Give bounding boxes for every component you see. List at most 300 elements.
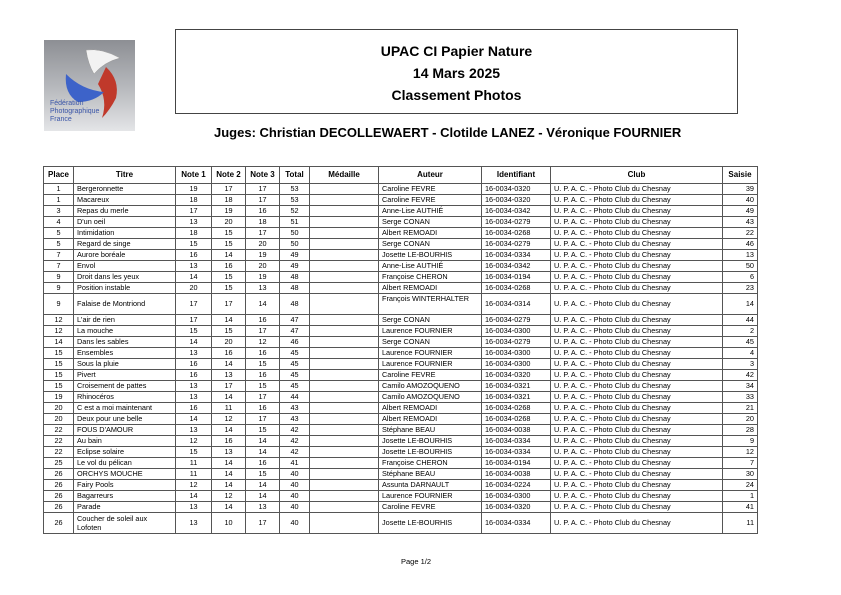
cell-club: U. P. A. C. - Photo Club du Chesnay [551, 326, 723, 337]
cell-note2: 14 [212, 250, 246, 261]
cell-saisie: 7 [723, 458, 758, 469]
cell-note2: 14 [212, 359, 246, 370]
cell-note3: 15 [246, 359, 280, 370]
cell-note2: 17 [212, 294, 246, 315]
cell-place: 9 [44, 283, 74, 294]
cell-club: U. P. A. C. - Photo Club du Chesnay [551, 206, 723, 217]
cell-place: 14 [44, 337, 74, 348]
cell-note3: 14 [246, 436, 280, 447]
cell-identifiant: 16-0034-0320 [482, 184, 551, 195]
cell-note2: 10 [212, 513, 246, 534]
cell-saisie: 20 [723, 414, 758, 425]
cell-club: U. P. A. C. - Photo Club du Chesnay [551, 381, 723, 392]
cell-club: U. P. A. C. - Photo Club du Chesnay [551, 403, 723, 414]
cell-auteur: Laurence FOURNIER [379, 326, 482, 337]
cell-auteur: Anne-Lise AUTHIÉ [379, 206, 482, 217]
cell-total: 49 [280, 261, 310, 272]
table-row [44, 261, 758, 272]
cell-note3: 14 [246, 491, 280, 502]
cell-note1: 13 [176, 513, 212, 534]
cell-identifiant: 16-0034-0334 [482, 436, 551, 447]
cell-identifiant: 16-0034-0334 [482, 447, 551, 458]
cell-note2: 15 [212, 283, 246, 294]
cell-titre: ORCHYS MOUCHE [74, 469, 176, 480]
cell-medaille [310, 228, 379, 239]
cell-club: U. P. A. C. - Photo Club du Chesnay [551, 261, 723, 272]
document-title: UPAC CI Papier Nature [380, 43, 533, 59]
cell-total: 42 [280, 447, 310, 458]
cell-place: 26 [44, 480, 74, 491]
cell-note1: 13 [176, 392, 212, 403]
cell-identifiant: 16-0034-0038 [482, 469, 551, 480]
cell-titre: Pivert [74, 370, 176, 381]
cell-note1: 14 [176, 337, 212, 348]
cell-auteur: Caroline FEVRE [379, 502, 482, 513]
cell-titre: Au bain [74, 436, 176, 447]
table-row [44, 458, 758, 469]
cell-auteur: Serge CONAN [379, 239, 482, 250]
cell-place: 1 [44, 195, 74, 206]
cell-note3: 17 [246, 184, 280, 195]
cell-note3: 19 [246, 272, 280, 283]
cell-medaille [310, 502, 379, 513]
cell-place: 20 [44, 403, 74, 414]
cell-total: 51 [280, 217, 310, 228]
cell-note3: 16 [246, 348, 280, 359]
cell-auteur: Laurence FOURNIER [379, 491, 482, 502]
cell-auteur: Serge CONAN [379, 217, 482, 228]
cell-note1: 13 [176, 261, 212, 272]
cell-total: 40 [280, 480, 310, 491]
cell-auteur: Josette LE-BOURHIS [379, 250, 482, 261]
cell-auteur: Stéphane BEAU [379, 469, 482, 480]
cell-titre: La mouche [74, 326, 176, 337]
table-row [44, 326, 758, 337]
cell-place: 9 [44, 294, 74, 315]
cell-saisie: 28 [723, 425, 758, 436]
cell-titre: C est a moi maintenant [74, 403, 176, 414]
table-row [44, 447, 758, 458]
cell-titre: Sous la pluie [74, 359, 176, 370]
cell-auteur: Albert REMOADI [379, 283, 482, 294]
col-note1: Note 1 [176, 167, 212, 184]
cell-identifiant: 16-0034-0320 [482, 370, 551, 381]
cell-auteur: Assunta DARNAULT [379, 480, 482, 491]
cell-note1: 20 [176, 283, 212, 294]
cell-medaille [310, 261, 379, 272]
cell-note2: 18 [212, 195, 246, 206]
cell-medaille [310, 480, 379, 491]
cell-titre: Deux pour une belle [74, 414, 176, 425]
cell-titre: Fairy Pools [74, 480, 176, 491]
cell-medaille [310, 425, 379, 436]
judges-line: Juges: Christian DECOLLEWAERT - Clotilde LANEZ - Véronique FOURNIER [214, 125, 682, 140]
cell-place: 4 [44, 217, 74, 228]
table-row [44, 239, 758, 250]
cell-auteur: Albert REMOADI [379, 414, 482, 425]
cell-auteur: François WINTERHALTER [379, 294, 482, 315]
cell-titre: Coucher de soleil aux Lofoten [74, 513, 176, 534]
cell-saisie: 11 [723, 513, 758, 534]
cell-total: 48 [280, 283, 310, 294]
cell-titre: FOUS D'AMOUR [74, 425, 176, 436]
cell-note1: 11 [176, 458, 212, 469]
cell-note2: 15 [212, 239, 246, 250]
document-subtitle: Classement Photos [391, 87, 522, 103]
cell-identifiant: 16-0034-0342 [482, 206, 551, 217]
cell-saisie: 21 [723, 403, 758, 414]
cell-auteur: Caroline FEVRE [379, 195, 482, 206]
cell-medaille [310, 250, 379, 261]
cell-note1: 16 [176, 370, 212, 381]
table-row [44, 392, 758, 403]
cell-auteur: Anne-Lise AUTHIÉ [379, 261, 482, 272]
cell-medaille [310, 491, 379, 502]
cell-note3: 17 [246, 195, 280, 206]
cell-place: 15 [44, 359, 74, 370]
cell-club: U. P. A. C. - Photo Club du Chesnay [551, 458, 723, 469]
cell-place: 12 [44, 315, 74, 326]
cell-note2: 17 [212, 184, 246, 195]
cell-saisie: 4 [723, 348, 758, 359]
cell-note2: 19 [212, 206, 246, 217]
ranking-table [43, 166, 758, 534]
cell-auteur: Serge CONAN [379, 337, 482, 348]
cell-identifiant: 16-0034-0268 [482, 283, 551, 294]
cell-saisie: 41 [723, 502, 758, 513]
cell-note3: 17 [246, 513, 280, 534]
cell-total: 40 [280, 502, 310, 513]
cell-titre: Regard de singe [74, 239, 176, 250]
cell-saisie: 13 [723, 250, 758, 261]
cell-place: 26 [44, 513, 74, 534]
cell-total: 48 [280, 272, 310, 283]
cell-note3: 20 [246, 239, 280, 250]
cell-saisie: 39 [723, 184, 758, 195]
cell-identifiant: 16-0034-0268 [482, 414, 551, 425]
cell-place: 26 [44, 502, 74, 513]
cell-note3: 15 [246, 469, 280, 480]
cell-saisie: 33 [723, 392, 758, 403]
cell-place: 15 [44, 381, 74, 392]
logo-line: Photographique [50, 108, 100, 115]
table-row [44, 184, 758, 195]
cell-note1: 14 [176, 414, 212, 425]
cell-titre: Croisement de pattes [74, 381, 176, 392]
cell-identifiant: 16-0034-0268 [482, 228, 551, 239]
cell-total: 43 [280, 414, 310, 425]
cell-auteur: Françoise CHERON [379, 458, 482, 469]
cell-note2: 15 [212, 228, 246, 239]
cell-saisie: 12 [723, 447, 758, 458]
cell-identifiant: 16-0034-0314 [482, 294, 551, 315]
cell-place: 25 [44, 458, 74, 469]
cell-note1: 17 [176, 315, 212, 326]
cell-total: 47 [280, 315, 310, 326]
cell-titre: Eclipse solaire [74, 447, 176, 458]
cell-identifiant: 16-0034-0279 [482, 217, 551, 228]
cell-identifiant: 16-0034-0224 [482, 480, 551, 491]
cell-saisie: 22 [723, 228, 758, 239]
cell-note1: 13 [176, 348, 212, 359]
cell-identifiant: 16-0034-0300 [482, 348, 551, 359]
cell-identifiant: 16-0034-0038 [482, 425, 551, 436]
cell-note1: 14 [176, 272, 212, 283]
cell-auteur: Laurence FOURNIER [379, 359, 482, 370]
cell-note1: 13 [176, 217, 212, 228]
cell-saisie: 3 [723, 359, 758, 370]
logo-text [50, 100, 99, 124]
cell-note2: 12 [212, 491, 246, 502]
cell-note2: 16 [212, 261, 246, 272]
cell-titre: Dans les sables [74, 337, 176, 348]
cell-place: 9 [44, 272, 74, 283]
cell-note1: 17 [176, 206, 212, 217]
cell-medaille [310, 315, 379, 326]
cell-identifiant: 16-0034-0268 [482, 403, 551, 414]
cell-auteur: Josette LE-BOURHIS [379, 436, 482, 447]
cell-place: 22 [44, 447, 74, 458]
logo-line: France [50, 116, 72, 123]
cell-total: 42 [280, 436, 310, 447]
cell-note1: 17 [176, 294, 212, 315]
col-titre: Titre [74, 167, 176, 184]
cell-identifiant: 16-0034-0320 [482, 502, 551, 513]
cell-note3: 18 [246, 217, 280, 228]
cell-titre: Bergeronnette [74, 184, 176, 195]
cell-place: 26 [44, 469, 74, 480]
cell-note2: 15 [212, 272, 246, 283]
cell-note2: 13 [212, 447, 246, 458]
page-number: Page 1/2 [401, 557, 432, 566]
table-row [44, 513, 758, 534]
cell-note3: 16 [246, 370, 280, 381]
cell-identifiant: 16-0034-0321 [482, 392, 551, 403]
cell-saisie: 9 [723, 436, 758, 447]
cell-note3: 12 [246, 337, 280, 348]
cell-note1: 18 [176, 228, 212, 239]
cell-note3: 19 [246, 250, 280, 261]
cell-club: U. P. A. C. - Photo Club du Chesnay [551, 480, 723, 491]
table-row [44, 403, 758, 414]
cell-note2: 20 [212, 217, 246, 228]
cell-medaille [310, 239, 379, 250]
cell-total: 43 [280, 403, 310, 414]
cell-club: U. P. A. C. - Photo Club du Chesnay [551, 414, 723, 425]
ffp-logo [44, 40, 135, 131]
table-row [44, 480, 758, 491]
cell-medaille [310, 359, 379, 370]
cell-club: U. P. A. C. - Photo Club du Chesnay [551, 370, 723, 381]
cell-total: 52 [280, 206, 310, 217]
cell-total: 50 [280, 239, 310, 250]
cell-total: 53 [280, 184, 310, 195]
cell-medaille [310, 447, 379, 458]
cell-place: 12 [44, 326, 74, 337]
cell-auteur: Albert REMOADI [379, 403, 482, 414]
cell-identifiant: 16-0034-0279 [482, 315, 551, 326]
cell-club: U. P. A. C. - Photo Club du Chesnay [551, 184, 723, 195]
cell-titre: Rhinocéros [74, 392, 176, 403]
cell-note3: 17 [246, 414, 280, 425]
cell-club: U. P. A. C. - Photo Club du Chesnay [551, 195, 723, 206]
cell-note2: 16 [212, 436, 246, 447]
cell-auteur: Caroline FEVRE [379, 370, 482, 381]
cell-auteur: Laurence FOURNIER [379, 348, 482, 359]
table-row [44, 348, 758, 359]
table-row [44, 294, 758, 315]
cell-total: 45 [280, 370, 310, 381]
cell-medaille [310, 272, 379, 283]
cell-note1: 14 [176, 491, 212, 502]
table-row [44, 436, 758, 447]
cell-place: 7 [44, 250, 74, 261]
col-note3: Note 3 [246, 167, 280, 184]
cell-club: U. P. A. C. - Photo Club du Chesnay [551, 337, 723, 348]
cell-place: 15 [44, 348, 74, 359]
cell-identifiant: 16-0034-0194 [482, 272, 551, 283]
table-row [44, 195, 758, 206]
cell-place: 5 [44, 239, 74, 250]
col-note2: Note 2 [212, 167, 246, 184]
cell-saisie: 49 [723, 206, 758, 217]
cell-identifiant: 16-0034-0334 [482, 250, 551, 261]
cell-club: U. P. A. C. - Photo Club du Chesnay [551, 283, 723, 294]
cell-note2: 14 [212, 315, 246, 326]
cell-auteur: Camilo AMOZOQUENO [379, 392, 482, 403]
cell-medaille [310, 392, 379, 403]
cell-titre: Le vol du pélican [74, 458, 176, 469]
cell-identifiant: 16-0034-0342 [482, 261, 551, 272]
table-row [44, 206, 758, 217]
cell-club: U. P. A. C. - Photo Club du Chesnay [551, 239, 723, 250]
cell-medaille [310, 283, 379, 294]
cell-medaille [310, 195, 379, 206]
cell-identifiant: 16-0034-0279 [482, 239, 551, 250]
table-row [44, 370, 758, 381]
cell-note1: 13 [176, 381, 212, 392]
cell-total: 50 [280, 228, 310, 239]
cell-titre: Parade [74, 502, 176, 513]
cell-saisie: 45 [723, 337, 758, 348]
cell-saisie: 24 [723, 480, 758, 491]
cell-club: U. P. A. C. - Photo Club du Chesnay [551, 348, 723, 359]
cell-club: U. P. A. C. - Photo Club du Chesnay [551, 491, 723, 502]
cell-note2: 14 [212, 502, 246, 513]
cell-total: 41 [280, 458, 310, 469]
cell-note3: 13 [246, 283, 280, 294]
cell-medaille [310, 458, 379, 469]
cell-medaille [310, 184, 379, 195]
cell-club: U. P. A. C. - Photo Club du Chesnay [551, 228, 723, 239]
cell-club: U. P. A. C. - Photo Club du Chesnay [551, 250, 723, 261]
cell-place: 5 [44, 228, 74, 239]
cell-medaille [310, 381, 379, 392]
cell-total: 47 [280, 326, 310, 337]
cell-note3: 15 [246, 381, 280, 392]
cell-saisie: 23 [723, 283, 758, 294]
cell-titre: D'un oeil [74, 217, 176, 228]
cell-auteur: Camilo AMOZOQUENO [379, 381, 482, 392]
cell-club: U. P. A. C. - Photo Club du Chesnay [551, 294, 723, 315]
cell-medaille [310, 337, 379, 348]
cell-club: U. P. A. C. - Photo Club du Chesnay [551, 425, 723, 436]
cell-note2: 14 [212, 458, 246, 469]
cell-note3: 16 [246, 458, 280, 469]
cell-auteur: Albert REMOADI [379, 228, 482, 239]
cell-medaille [310, 326, 379, 337]
cell-total: 53 [280, 195, 310, 206]
cell-auteur: Françoise CHERON [379, 272, 482, 283]
table-row [44, 414, 758, 425]
cell-auteur: Stéphane BEAU [379, 425, 482, 436]
cell-place: 7 [44, 261, 74, 272]
table-row [44, 381, 758, 392]
table-row [44, 359, 758, 370]
cell-place: 3 [44, 206, 74, 217]
cell-note3: 20 [246, 261, 280, 272]
cell-note3: 16 [246, 206, 280, 217]
cell-note1: 13 [176, 502, 212, 513]
cell-place: 22 [44, 436, 74, 447]
cell-auteur: Serge CONAN [379, 315, 482, 326]
cell-note1: 16 [176, 359, 212, 370]
cell-total: 42 [280, 425, 310, 436]
cell-note1: 16 [176, 250, 212, 261]
title-box [175, 29, 738, 114]
cell-titre: Bagarreurs [74, 491, 176, 502]
cell-saisie: 34 [723, 381, 758, 392]
cell-note1: 19 [176, 184, 212, 195]
cell-titre: Droit dans les yeux [74, 272, 176, 283]
col-auteur: Auteur [379, 167, 482, 184]
cell-titre: Intimidation [74, 228, 176, 239]
table-row [44, 217, 758, 228]
cell-note1: 12 [176, 480, 212, 491]
table-row [44, 283, 758, 294]
cell-titre: Ensembles [74, 348, 176, 359]
cell-note2: 20 [212, 337, 246, 348]
cell-note3: 17 [246, 326, 280, 337]
cell-identifiant: 16-0034-0320 [482, 195, 551, 206]
cell-identifiant: 16-0034-0279 [482, 337, 551, 348]
table-row [44, 491, 758, 502]
cell-note1: 13 [176, 425, 212, 436]
cell-total: 45 [280, 359, 310, 370]
cell-total: 44 [280, 392, 310, 403]
cell-club: U. P. A. C. - Photo Club du Chesnay [551, 392, 723, 403]
cell-medaille [310, 206, 379, 217]
cell-note2: 12 [212, 414, 246, 425]
col-saisie: Saisie [723, 167, 758, 184]
cell-total: 49 [280, 250, 310, 261]
logo-line: Fédération [50, 100, 84, 107]
cell-saisie: 2 [723, 326, 758, 337]
cell-total: 40 [280, 469, 310, 480]
cell-club: U. P. A. C. - Photo Club du Chesnay [551, 272, 723, 283]
cell-note3: 16 [246, 403, 280, 414]
cell-note3: 17 [246, 228, 280, 239]
table-row [44, 502, 758, 513]
cell-place: 1 [44, 184, 74, 195]
cell-club: U. P. A. C. - Photo Club du Chesnay [551, 315, 723, 326]
cell-identifiant: 16-0034-0300 [482, 326, 551, 337]
table-row [44, 315, 758, 326]
cell-note3: 16 [246, 315, 280, 326]
cell-note3: 17 [246, 392, 280, 403]
table-row [44, 425, 758, 436]
cell-total: 40 [280, 513, 310, 534]
